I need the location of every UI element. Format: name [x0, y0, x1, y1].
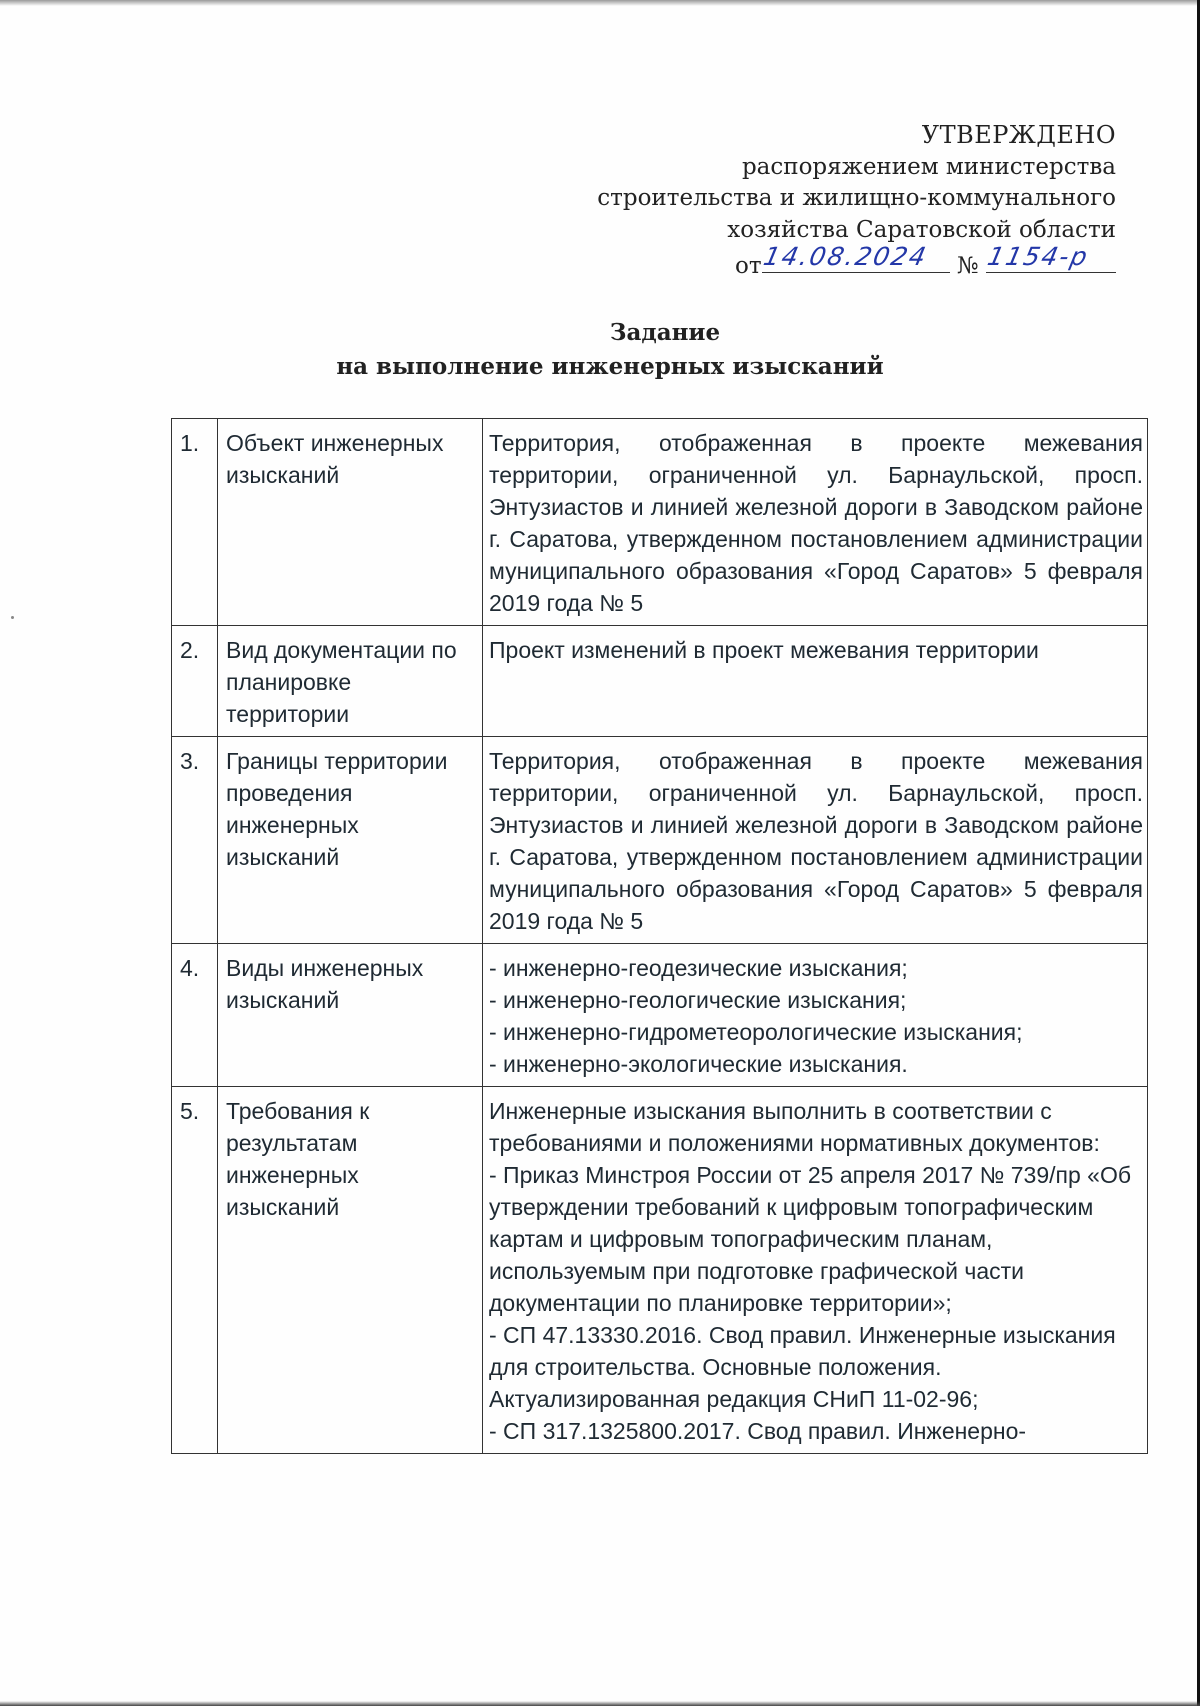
row-label: Виды инженерных изысканий [218, 944, 483, 1087]
number-sign: № [956, 253, 979, 279]
row-label: Объект инженерных изысканий [218, 419, 483, 626]
row-number: 4. [172, 944, 218, 1087]
approval-line-1: распоряжением министерства [741, 153, 1116, 180]
row-value: Проект изменений в проект межевания территории [483, 626, 1148, 737]
number-blank [985, 242, 1116, 273]
approval-line-2: строительства и жилищно-коммунального [597, 185, 1116, 211]
list-item: Инженерные изыскания выполнить в соответствии с требованиями и положениями нормативных документов: [489, 1098, 1100, 1156]
list-item: - инженерно-геодезические изыскания; [489, 955, 908, 981]
row-value-list [483, 1087, 1148, 1454]
row-value-list [483, 944, 1148, 1087]
table-row [172, 1087, 1148, 1454]
scan-speck [11, 616, 14, 619]
document-heading [0, 316, 1200, 384]
handwritten-number: 1154-р [985, 242, 1092, 271]
handwritten-date: 14.08.2024 [760, 242, 930, 271]
order-date-number-line [556, 242, 1116, 286]
approval-line-3: хозяйства Саратовской области [727, 216, 1116, 243]
table-row [172, 944, 1148, 1087]
approved-title: УТВЕРЖДЕНО [921, 121, 1116, 149]
task-table [171, 418, 1148, 1454]
date-blank [760, 242, 950, 273]
list-item: - инженерно-гидрометеорологические изыскания; [489, 1019, 1023, 1045]
row-number: 1. [172, 419, 218, 626]
row-label: Границы территории проведения инженерных изысканий [218, 737, 483, 944]
row-value: Территория, отображенная в проекте межевания территории, ограниченной ул. Барнаульской, просп. Энтузиастов и линией железной дороги в Заводском районе г. Саратова, утвержденном постановлением администрации муниципального образования «Город Саратов» 5 февраля 2019 года № 5 [483, 419, 1148, 626]
row-number: 5. [172, 1087, 218, 1454]
list-item: - СП 317.1325800.2017. Свод правил. Инженерно- [489, 1418, 1027, 1444]
scan-edge-bottom [0, 1701, 1200, 1706]
row-label: Требования к результатам инженерных изысканий [218, 1087, 483, 1454]
list-item: - Приказ Минстроя России от 25 апреля 2017 № 739/пр «Об утверждении требований к цифровым топографическим картам и цифровым топографическим планам, используемым при подготовке графической части документации по планировке территории»; [489, 1162, 1132, 1316]
row-number: 3. [172, 737, 218, 944]
list-item: - инженерно-экологические изыскания. [489, 1051, 908, 1077]
row-label: Вид документации по планировке территории [218, 626, 483, 737]
approval-stamp-block [556, 120, 1116, 286]
table-row [172, 737, 1148, 944]
heading-title: Задание [609, 319, 721, 346]
list-item: - СП 47.13330.2016. Свод правил. Инженерные изыскания для строительства. Основные положения. Актуализированная редакция СНиП 11-02-96; [489, 1322, 1116, 1412]
list-item: - инженерно-геологические изыскания; [489, 987, 907, 1013]
heading-subtitle: на выполнение инженерных изысканий [336, 353, 884, 380]
row-number: 2. [172, 626, 218, 737]
table-row [172, 419, 1148, 626]
row-value: Территория, отображенная в проекте межевания территории, ограниченной ул. Барнаульской, просп. Энтузиастов и линией железной дороги в Заводском районе г. Саратова, утвержденном постановлением администрации муниципального образования «Город Саратов» 5 февраля 2019 года № 5 [483, 737, 1148, 944]
from-prefix: от [735, 253, 762, 279]
table-row [172, 626, 1148, 737]
scan-edge-top [0, 0, 1200, 6]
